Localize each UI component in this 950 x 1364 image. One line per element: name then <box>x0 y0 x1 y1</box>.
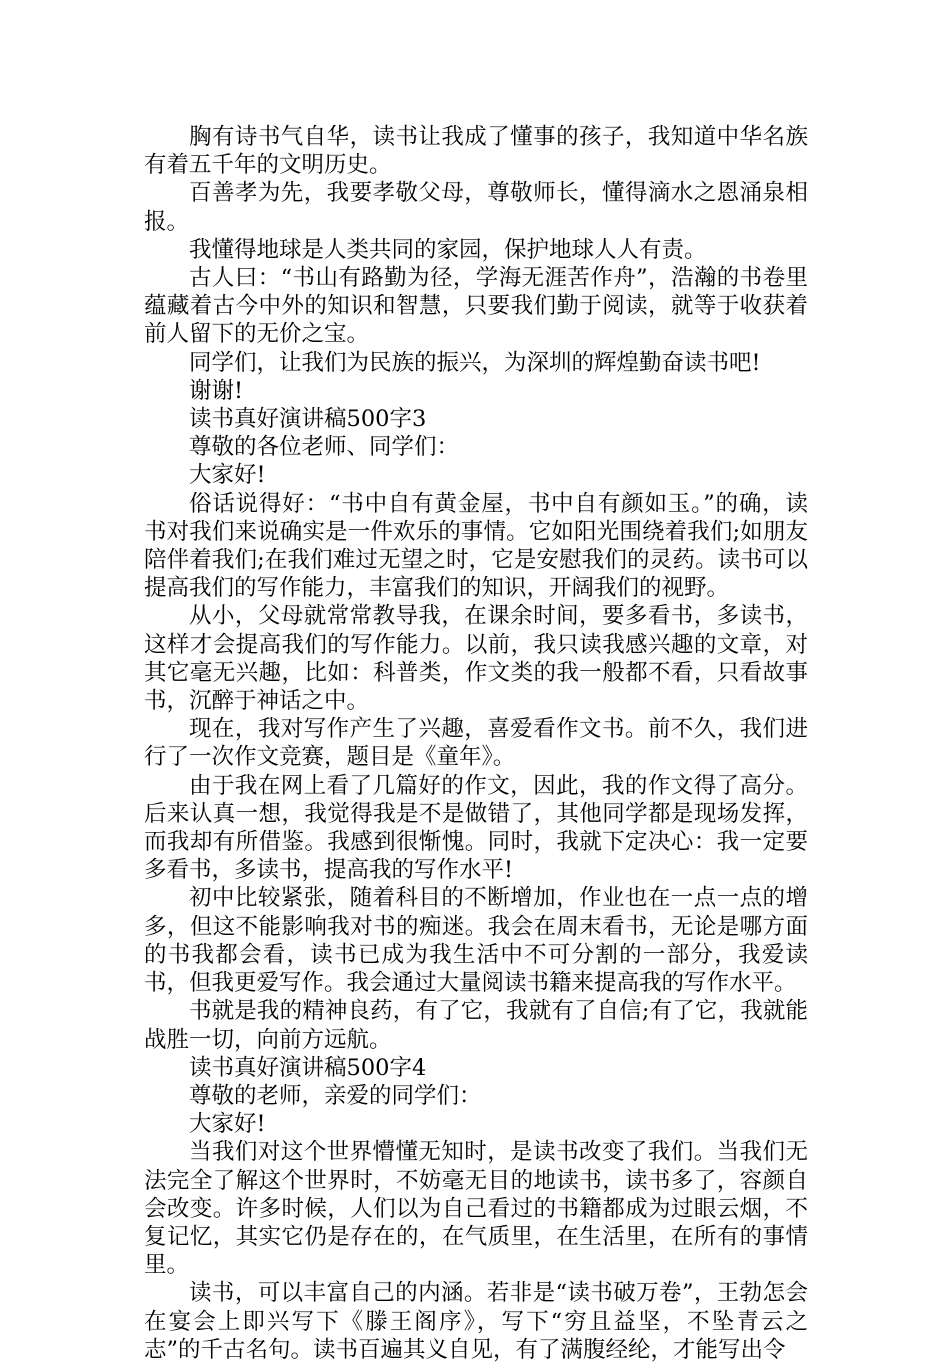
paragraph: 现在，我对写作产生了兴趣，喜爱看作文书。前不久，我们进行了一次作文竞赛，题目是《童年》。 <box>144 716 808 771</box>
salutation: 尊敬的各位老师、同学们： <box>189 434 460 461</box>
salutation: 尊敬的老师，亲爱的同学们： <box>189 1082 482 1109</box>
section-heading: 读书真好演讲稿500字3 <box>189 406 427 433</box>
greeting: 大家好! <box>189 462 266 489</box>
paragraph: 胸有诗书气自华，读书让我成了懂事的孩子，我知道中华名族有着五千年的文明历史。 <box>144 124 808 179</box>
paragraph: 我懂得地球是人类共同的家园，保护地球人人有责。 <box>189 236 707 263</box>
paragraph: 书就是我的精神良药，有了它，我就有了自信;有了它，我就能战胜一切，向前方远航。 <box>144 998 808 1053</box>
section-heading: 读书真好演讲稿500字4 <box>189 1054 427 1081</box>
paragraph: 由于我在网上看了几篇好的作文，因此，我的作文得了高分。后来认真一想，我觉得我是不是做错了，其他同学都是现场发挥，而我却有所借鉴。我感到很惭愧。同时，我就下定决心：我一定要多看书，多读书，提高我的写作水平! <box>144 772 808 884</box>
paragraph: 同学们，让我们为民族的振兴，为深圳的辉煌勤奋读书吧! <box>189 349 761 376</box>
document-body <box>144 123 808 1364</box>
paragraph: 谢谢! <box>189 377 244 404</box>
paragraph: 当我们对这个世界懵懂无知时，是读书改变了我们。当我们无法完全了解这个世界时，不妨毫无目的地读书，读书多了，容颜自会改变。许多时候，人们以为自己看过的书籍都成为过眼云烟，不复记忆，其实它仍是存在的，在气质里，在生活里，在所有的事情里。 <box>144 1139 808 1279</box>
paragraph: 百善孝为先，我要孝敬父母，尊敬师长，懂得滴水之恩涌泉相报。 <box>144 180 808 235</box>
paragraph: 古人曰：“书山有路勤为径，学海无涯苦作舟”，浩瀚的书卷里蕴藏着古今中外的知识和智慧，只要我们勤于阅读，就等于收获着前人留下的无价之宝。 <box>144 265 808 348</box>
paragraph: 读书，可以丰富自己的内涵。若非是“读书破万卷”，王勃怎会在宴会上即兴写下《滕王阁序》，写下“穷且益坚，不坠青云之志”的千古名句。读书百遍其义自见，有了满腹经纶，才能写出令 <box>144 1280 808 1363</box>
paragraph: 俗话说得好：“书中自有黄金屋，书中自有颜如玉。”的确，读书对我们来说确实是一件欢乐的事情。它如阳光围绕着我们;如朋友陪伴着我们;在我们难过无望之时，它是安慰我们的灵药。读书可以提高我们的写作能力，丰富我们的知识，开阔我们的视野。 <box>144 490 808 602</box>
paragraph: 从小，父母就常常教导我，在课余时间，要多看书，多读书，这样才会提高我们的写作能力。以前，我只读我感兴趣的文章，对其它毫无兴趣，比如：科普类，作文类的我一般都不看，只看故事书，沉醉于神话之中。 <box>144 603 808 715</box>
greeting: 大家好! <box>189 1111 266 1138</box>
paragraph: 初中比较紧张，随着科目的不断增加，作业也在一点一点的增多，但这不能影响我对书的痴迷。我会在周末看书，无论是哪方面的书我都会看，读书已成为我生活中不可分割的一部分，我爱读书，但我更爱写作。我会通过大量阅读书籍来提高我的写作水平。 <box>144 885 808 997</box>
